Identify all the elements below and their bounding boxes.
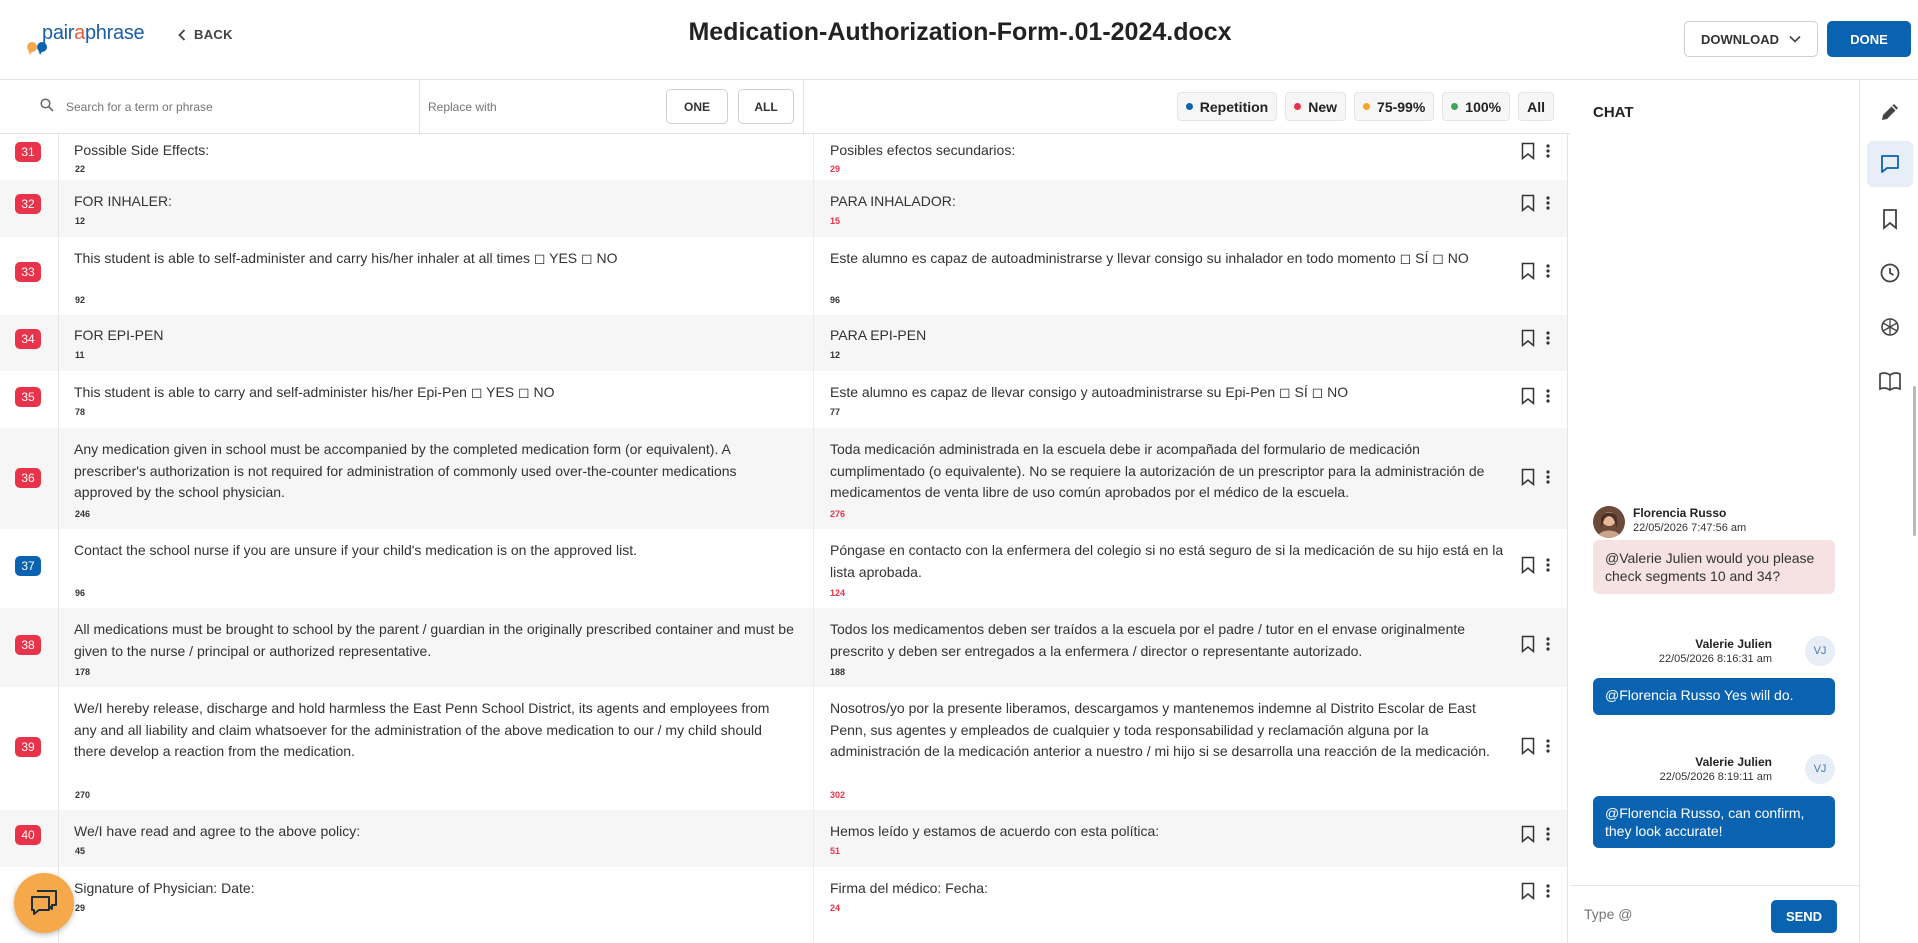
search-area [0, 80, 420, 133]
table-row[interactable] [0, 180, 1568, 237]
table-row[interactable] [0, 529, 1568, 608]
done-button[interactable]: DONE [1827, 21, 1911, 57]
chat-message-input[interactable] [1584, 900, 1764, 928]
glossary-book-icon [1878, 370, 1902, 392]
table-row[interactable] [0, 608, 1568, 687]
target-text[interactable]: Este alumno es capaz de llevar consigo y autoadministrarse su Epi-Pen ◻ SÍ ◻ NO [830, 384, 1349, 400]
message-time: 22/05/2026 7:47:56 am [1633, 522, 1747, 534]
message-bubble: @Florencia Russo, can confirm, they look accurate! [1593, 796, 1835, 848]
message-author: Valerie Julien [1695, 755, 1772, 769]
target-text[interactable]: PARA EPI-PEN [830, 327, 927, 343]
source-text: This student is able to carry and self-administer his/her Epi-Pen ◻ YES ◻ NO [74, 384, 555, 400]
fuzzy-dot [1363, 103, 1370, 110]
table-row[interactable] [0, 867, 1568, 943]
source-text: Any medication given in school must be accompanied by the completed medication form (or equivalent). A prescriber's authorization is not required for administration of commonly used over-the-counter medications approved by the school physician. [74, 441, 737, 500]
source-char-count: 178 [75, 667, 91, 677]
source-text: Signature of Physician: Date: [74, 880, 255, 896]
chat-composer [1570, 885, 1860, 943]
source-char-count: 246 [75, 509, 91, 519]
app-header [0, 0, 1918, 80]
source-char-count: 11 [75, 350, 85, 360]
more-options-icon[interactable] [1545, 195, 1551, 211]
source-char-count: 92 [75, 295, 86, 305]
edit-icon [1879, 101, 1901, 123]
more-options-icon[interactable] [1545, 557, 1551, 573]
chat-tool-button[interactable] [1867, 141, 1913, 187]
target-text[interactable]: PARA INHALADOR: [830, 193, 956, 209]
target-char-count: 15 [830, 216, 841, 226]
source-text: We/I have read and agree to the above policy: [74, 823, 361, 839]
segment-number[interactable]: 34 [15, 329, 41, 349]
chevron-left-icon [178, 29, 186, 41]
filter-label: Repetition [1199, 98, 1269, 115]
panel-scrollbar[interactable] [1913, 386, 1916, 536]
back-button[interactable] [178, 27, 233, 42]
download-label: DOWNLOAD [1701, 31, 1779, 47]
source-text: Contact the school nurse if you are unsure if your child's medication is on the approved list. [74, 542, 637, 558]
source-char-count: 29 [75, 903, 86, 913]
message-author: Valerie Julien [1695, 637, 1772, 651]
table-row[interactable] [0, 428, 1568, 529]
bookmark-icon[interactable] [1520, 882, 1536, 900]
back-label: BACK [194, 27, 233, 42]
segment-number[interactable]: 38 [15, 635, 41, 655]
target-text[interactable]: Hemos leído y estamos de acuerdo con esta política: [830, 823, 1160, 839]
avatar: VJ [1805, 636, 1835, 666]
target-char-count: 302 [830, 790, 846, 800]
bookmarks-tool-button[interactable] [1867, 196, 1913, 242]
source-char-count: 78 [75, 407, 86, 417]
replace-input[interactable] [428, 92, 658, 122]
more-options-icon[interactable] [1545, 330, 1551, 346]
source-target-divider [813, 134, 814, 943]
segments-table [0, 134, 1568, 943]
message-bubble: @Valerie Julien would you please check segments 10 and 34? [1593, 540, 1835, 594]
chevron-down-icon [1789, 35, 1801, 43]
document-title: Medication-Authorization-Form-.01-2024.docx [688, 18, 1232, 46]
target-text[interactable]: Todos los medicamentos deben ser traídos a la escuela por el padre / tutor en el envase originalmente prescrito y deben ser entregados a la enfermera / director o representante autorizado. [830, 621, 1466, 659]
search-input[interactable] [66, 92, 406, 122]
send-button[interactable]: SEND [1771, 900, 1837, 933]
download-button[interactable] [1684, 21, 1818, 57]
message-time: 22/05/2026 8:19:11 am [1659, 771, 1772, 783]
segment-number[interactable]: 36 [15, 468, 41, 488]
repetition-dot [1186, 103, 1193, 110]
source-text: All medications must be brought to school by the parent / guardian in the originally prescribed container and must be given to the nurse / principal or authorized representative. [74, 621, 794, 659]
ai-tool-button[interactable] [1867, 304, 1913, 350]
target-char-count: 24 [830, 903, 841, 913]
segment-number[interactable]: 40 [15, 825, 41, 845]
source-text: We/I hereby release, discharge and hold harmless the East Penn School District, its agents and employees from any and all liability and claim whatsoever for the administration of the above medication to our / my child should there develop a reaction from the medication. [74, 700, 770, 759]
source-char-count: 45 [75, 846, 86, 856]
target-char-count: 29 [830, 164, 841, 174]
bookmark-icon[interactable] [1520, 737, 1536, 755]
number-column-divider [58, 134, 59, 943]
avatar: VJ [1805, 754, 1835, 784]
source-char-count: 270 [75, 790, 91, 800]
source-text: This student is able to self-administer and carry his/her inhaler at all times ◻ YES ◻ NO [74, 250, 618, 266]
table-row[interactable] [0, 237, 1568, 315]
exact-dot [1451, 103, 1458, 110]
glossary-tool-button[interactable] [1867, 358, 1913, 404]
target-text[interactable]: Posibles efectos secundarios: [830, 142, 1016, 158]
target-text[interactable]: Póngase en contacto con la enfermera del colegio si no está seguro de si la medicación de su hijo está en la lista aprobada. [830, 542, 1504, 580]
message-header [1593, 506, 1835, 542]
bookmark-icon[interactable] [1520, 262, 1536, 280]
filter-fuzzy[interactable] [1354, 92, 1434, 121]
source-text: Possible Side Effects: [74, 142, 210, 158]
history-icon [1879, 262, 1901, 284]
target-text[interactable]: Toda medicación administrada en la escuela debe ir acompañada del formulario de medicación cumplimentado (o equivalente). No se requiere la autorización de un prescriptor para la administración de medicamentos de venta libre de uso común aprobados por el médico de la escuela. [830, 441, 1485, 500]
bookmark-icon[interactable] [1520, 556, 1536, 574]
pairaphrase-logo[interactable] [24, 20, 144, 60]
toolbar-divider [803, 80, 804, 133]
chat-title: CHAT [1593, 104, 1634, 121]
segment-number[interactable]: 35 [15, 387, 41, 407]
more-options-icon[interactable] [1545, 388, 1551, 404]
source-text: FOR EPI-PEN [74, 327, 164, 343]
target-char-count: 188 [830, 667, 846, 677]
more-options-icon[interactable] [1545, 469, 1551, 485]
bookmark-icon[interactable] [1520, 387, 1536, 405]
table-row[interactable] [0, 134, 1568, 180]
segment-number[interactable]: 32 [15, 194, 41, 214]
source-text: FOR INHALER: [74, 193, 173, 209]
bookmark-icon[interactable] [1520, 635, 1536, 653]
target-char-count: 124 [830, 588, 846, 598]
filter-exact[interactable] [1442, 92, 1510, 121]
table-row[interactable] [0, 810, 1568, 867]
edit-tool-button[interactable] [1867, 89, 1913, 135]
filter-label: 75-99% [1377, 98, 1426, 115]
target-char-count: 276 [830, 509, 846, 519]
tool-rail [1859, 80, 1918, 943]
filter-all[interactable] [1518, 92, 1554, 121]
history-tool-button[interactable] [1867, 250, 1913, 296]
segment-number[interactable]: 39 [15, 737, 41, 757]
table-row[interactable] [0, 315, 1568, 371]
filter-new[interactable] [1285, 92, 1346, 121]
search-icon [40, 98, 54, 112]
avatar [1593, 506, 1625, 538]
source-char-count: 12 [75, 216, 86, 226]
more-options-icon[interactable] [1545, 826, 1551, 842]
filter-label: All [1527, 98, 1545, 115]
chat-icon [1879, 153, 1901, 175]
filter-label: 100% [1465, 98, 1502, 115]
source-char-count: 22 [75, 164, 86, 174]
table-row[interactable] [0, 371, 1568, 428]
message-bubble: @Florencia Russo Yes will do. [1593, 678, 1835, 715]
target-text[interactable]: Firma del médico: Fecha: [830, 880, 988, 896]
more-options-icon[interactable] [1545, 143, 1551, 159]
filter-repetition[interactable] [1177, 92, 1277, 121]
bookmark-icon[interactable] [1520, 142, 1536, 160]
table-row[interactable] [0, 687, 1568, 810]
target-char-count: 12 [830, 350, 841, 360]
segment-number[interactable]: 33 [15, 262, 41, 282]
filter-label: New [1308, 98, 1338, 115]
ai-icon [1879, 316, 1901, 338]
chat-panel [1570, 80, 1860, 943]
target-char-count: 96 [830, 295, 841, 305]
replace-one-button[interactable]: ONE [666, 89, 728, 124]
target-char-count: 77 [830, 407, 841, 417]
replace-all-button[interactable]: ALL [738, 89, 794, 124]
bookmark-icon [1881, 208, 1899, 230]
bookmark-icon[interactable] [1520, 825, 1536, 843]
more-options-icon[interactable] [1545, 263, 1551, 279]
bookmark-icon[interactable] [1520, 329, 1536, 347]
more-options-icon[interactable] [1545, 636, 1551, 652]
bookmark-icon[interactable] [1520, 468, 1536, 486]
target-char-count: 51 [830, 846, 841, 856]
more-options-icon[interactable] [1545, 883, 1551, 899]
segment-number[interactable]: 31 [15, 142, 41, 162]
more-options-icon[interactable] [1545, 738, 1551, 754]
target-text[interactable]: Este alumno es capaz de autoadministrarse y llevar consigo su inhalador en todo momento ◻ SÍ ◻ NO [830, 250, 1469, 266]
message-time: 22/05/2026 8:16:31 am [1658, 653, 1772, 665]
segment-filters [1177, 92, 1554, 121]
support-chat-button[interactable] [14, 873, 74, 933]
message-author: Florencia Russo [1633, 506, 1727, 520]
target-text[interactable]: Nosotros/yo por la presente liberamos, descargamos y mantenemos indemne al Distrito Escolar de East Penn, sus agentes y empleados de cualquier y toda responsabilidad y reclamación alguna por la administración de la medicación anterior a nuestro / mi hijo si se desarrolla una reacción de la medicación. [830, 700, 1490, 759]
source-char-count: 96 [75, 588, 86, 598]
bookmark-icon[interactable] [1520, 194, 1536, 212]
new-dot [1294, 103, 1301, 110]
support-chat-icon [29, 889, 59, 917]
find-replace-toolbar [0, 80, 1570, 134]
logo-wordmark: pairaphrase [42, 22, 145, 44]
segment-number[interactable]: 37 [15, 556, 41, 576]
